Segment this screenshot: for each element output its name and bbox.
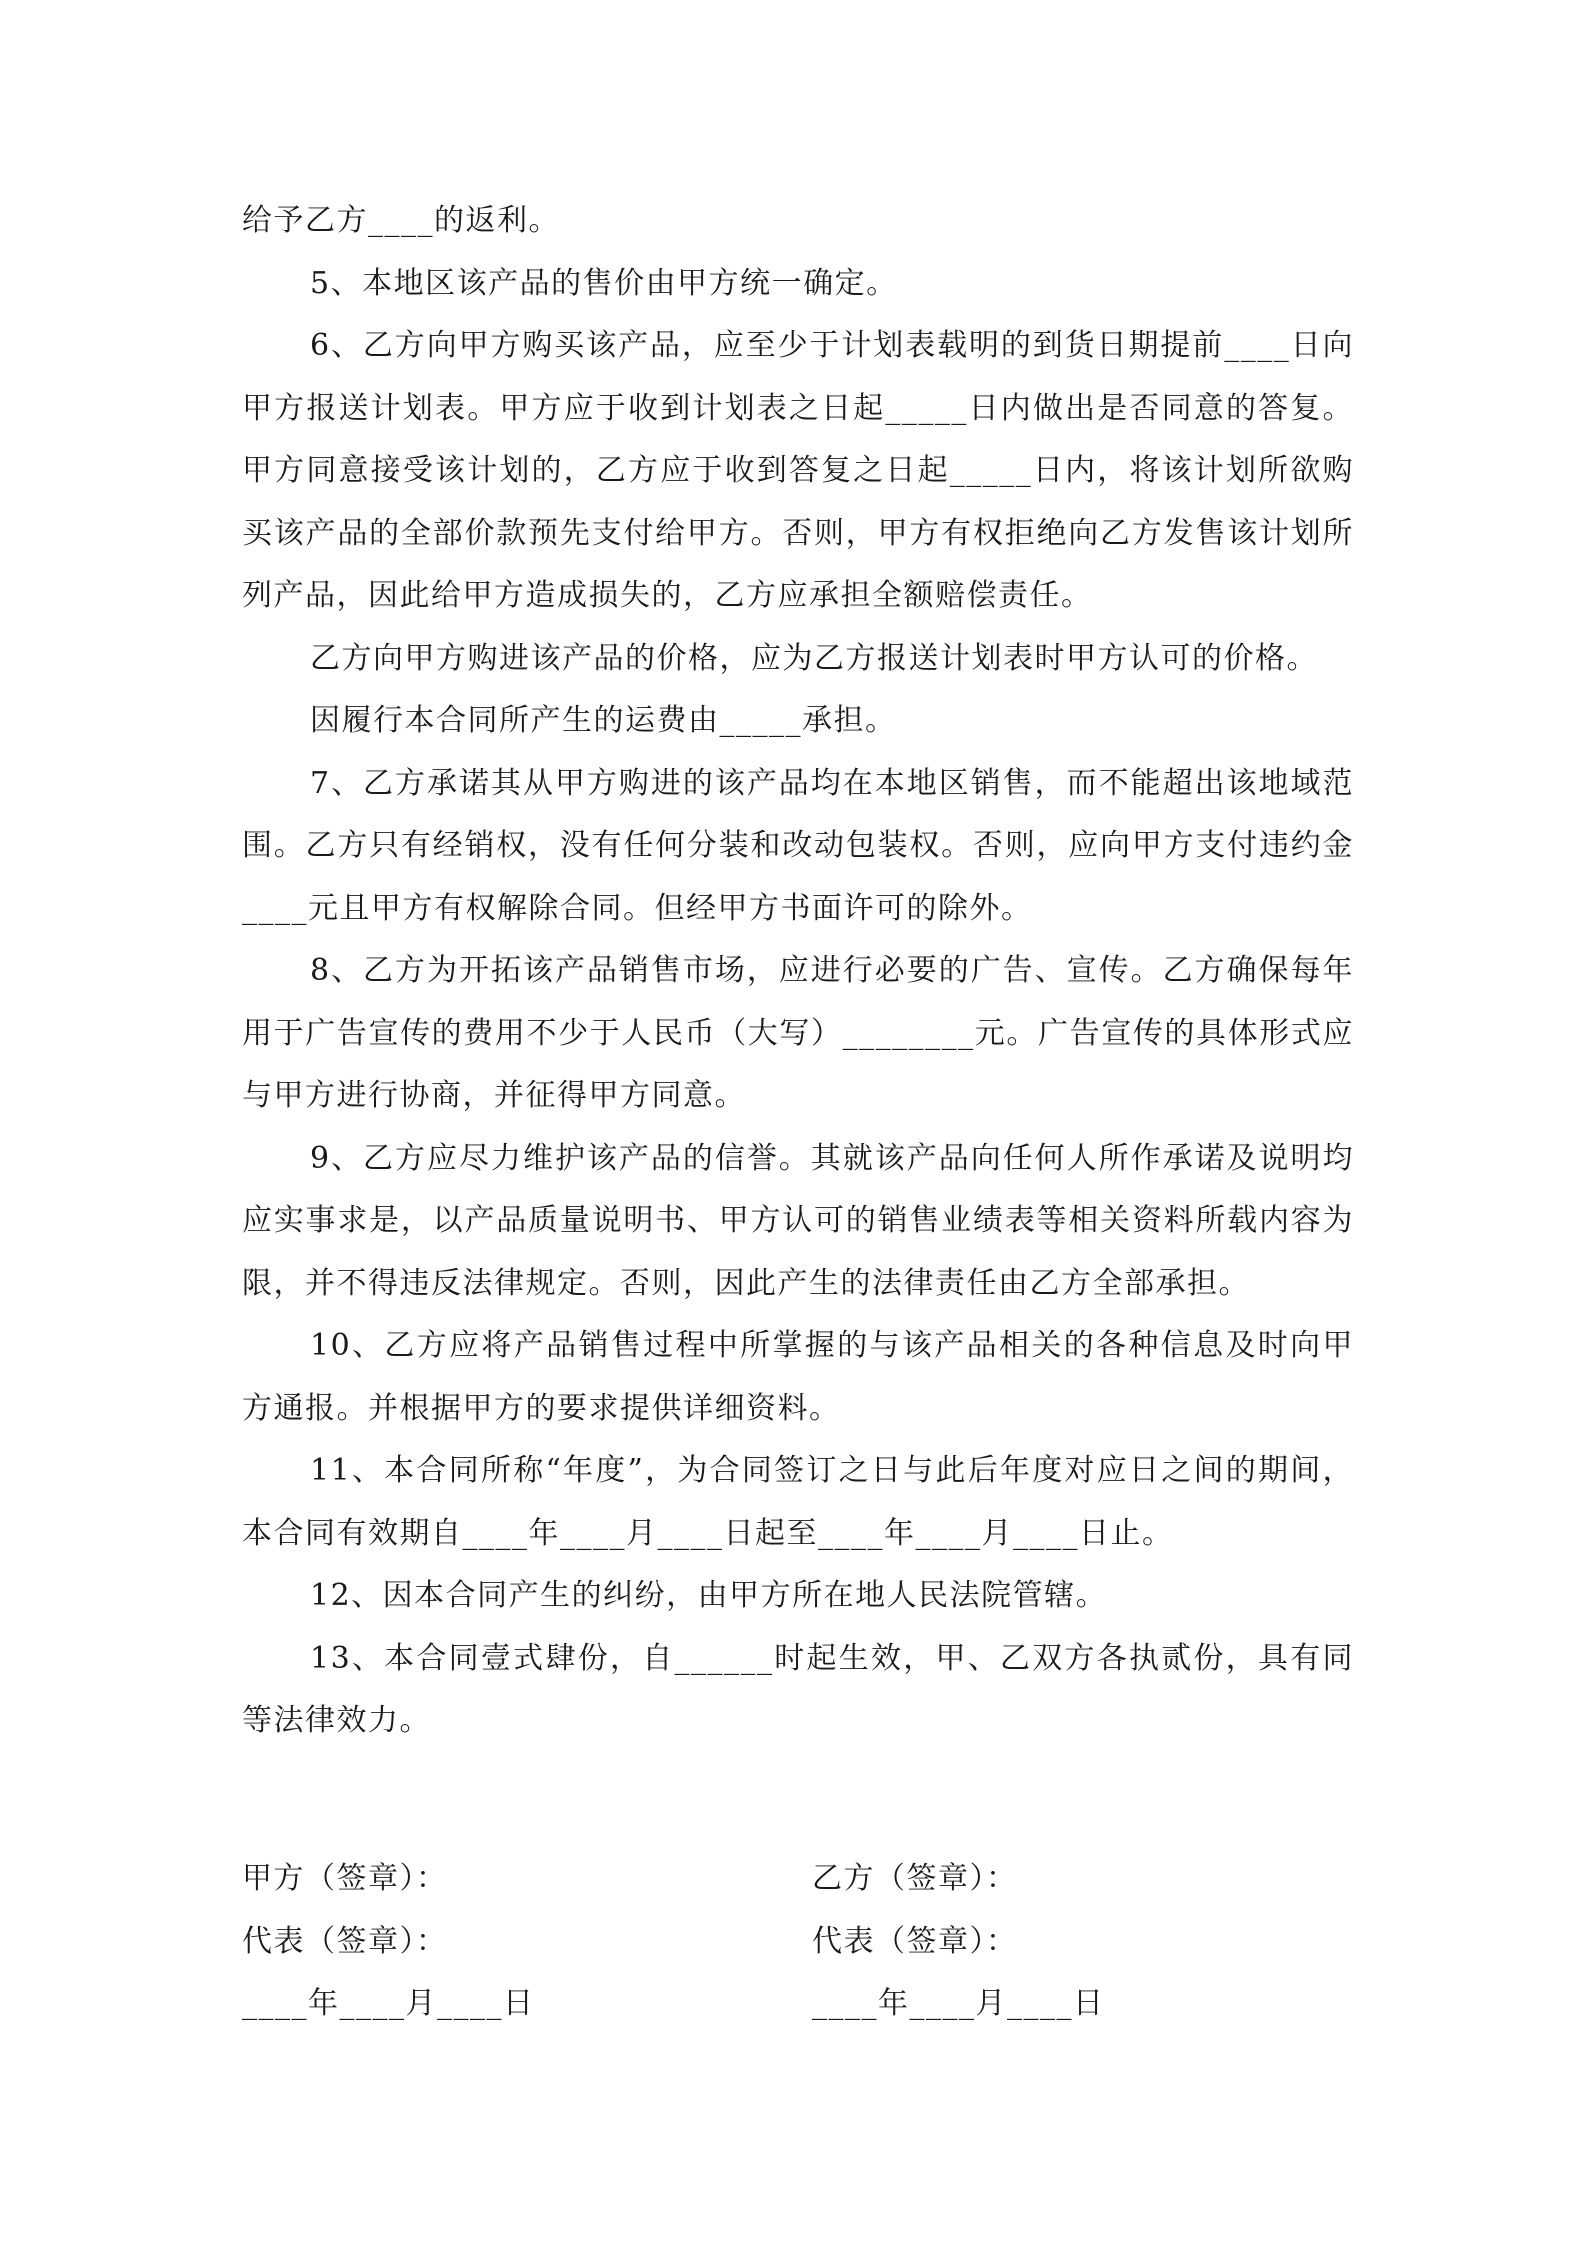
clause-8-advertising: 8、乙方为开拓该产品销售市场，应进行必要的广告、宣传。乙方确保每年用于广告宣传的费用不少于人民币（大写）________元。广告宣传的具体形式应与甲方进行协商，并征得甲方同意。 <box>242 953 1354 1113</box>
clause-12-jurisdiction: 12、因本合同产生的纠纷，由甲方所在地人民法院管辖。 <box>310 1578 1108 1613</box>
clause-5-pricing: 5、本地区该产品的售价由甲方统一确定。 <box>310 265 898 301</box>
party-b-seal-label: 乙方（签章）： <box>812 1861 1018 1896</box>
clause-6-purchase-price: 乙方向甲方购进该产品的价格，应为乙方报送计划表时甲方认可的价格。 <box>310 640 1318 676</box>
clause-6-purchase-plan: 6、乙方向甲方购买该产品，应至少于计划表载明的到货日期提前____日向甲方报送计划表。甲方应于收到计划表之日起_____日内做出是否同意的答复。甲方同意接受该计划的，乙方应于收到答复之日起_____日内，将该计划所欲购买该产品的全部价款预先支付给甲方。否则，甲方有权拒绝向乙方发售该计划所列产品，因此给甲方造成损失的，乙方应承担全额赔偿责任。 <box>242 328 1354 613</box>
clause-7-territory: 7、乙方承诺其从甲方购进的该产品均在本地区销售，而不能超出该地域范围。乙方只有经销权，没有任何分装和改动包装权。否则，应向甲方支付违约金____元且甲方有权解除合同。但经甲方书面许可的除外。 <box>242 765 1354 926</box>
party-b-date-line: ____年____月____日 <box>812 1986 1105 2021</box>
clause-11-term: 11、本合同所称“年度”，为合同签订之日与此后年度对应日之间的期间，本合同有效期自____年____月____日起至____年____月____日止。 <box>242 1453 1354 1551</box>
clause-10-information: 10、乙方应将产品销售过程中所掌握的与该产品相关的各种信息及时向甲方通报。并根据甲方的要求提供详细资料。 <box>242 1328 1354 1426</box>
clause-6-freight: 因履行本合同所产生的运费由_____承担。 <box>310 703 897 738</box>
party-a-representative-label: 代表（签章）： <box>242 1923 448 1959</box>
party-a-seal-label: 甲方（签章）： <box>242 1861 448 1896</box>
party-a-signature-block <box>242 1848 535 2036</box>
party-b-signature-block <box>812 1848 1105 2036</box>
contract-body <box>242 190 1354 1753</box>
clause-13-effectiveness: 13、本合同壹式肆份，自______时起生效，甲、乙双方各执贰份，具有同等法律效力。 <box>242 1640 1354 1738</box>
party-a-date-line: ____年____月____日 <box>242 1986 535 2021</box>
clause-9-reputation: 9、乙方应尽力维护该产品的信誉。其就该产品向任何人所作承诺及说明均应实事求是，以产品质量说明书、甲方认可的销售业绩表等相关资料所载内容为限，并不得违反法律规定。否则，因此产生的法律责任由乙方全部承担。 <box>242 1140 1354 1301</box>
party-b-representative-label: 代表（签章）： <box>812 1923 1018 1959</box>
clause-rebate-continuation: 给予乙方____的返利。 <box>242 203 560 238</box>
